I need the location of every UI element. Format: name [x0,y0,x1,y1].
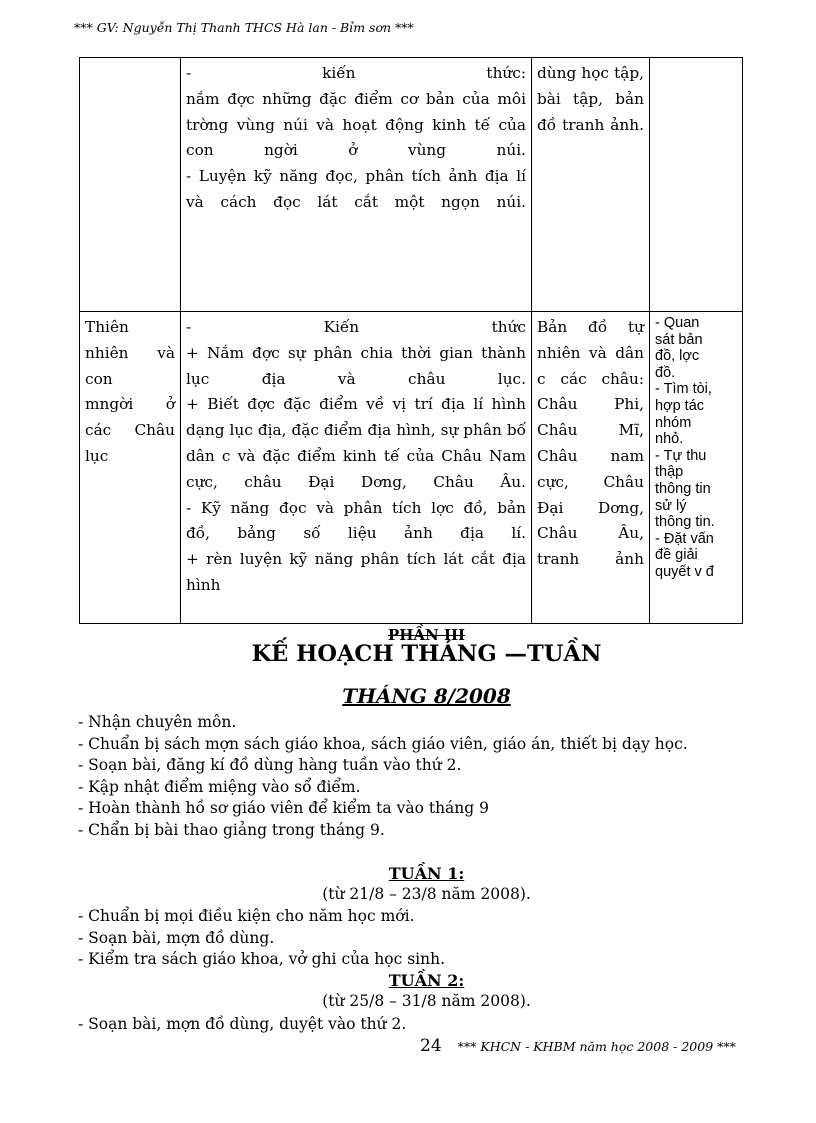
week2-date-range: (từ 25/8 – 31/8 năm 2008). [322,992,531,1010]
text-line: - Chuẩn bị sách mợn sách giáo khoa, sách giáo viên, giáo án, thiết bị dạy học. [78,734,688,753]
text-line: con ngời ở vùng núi. [186,141,526,160]
text-line: đồ tranh ảnh. [537,115,644,134]
text-line: - Kập nhật điểm miệng vào sổ điểm. [78,777,361,796]
text-line: dân c và đặc điểm kinh tế của Châu Nam [186,446,526,465]
text-line: đề giải [655,547,698,564]
week2-heading: TUẦN 2: [388,971,465,990]
text-line: đồ, lợc [655,348,700,365]
text-line: cực, châu Đại Dơng, Châu Âu. [186,472,526,491]
footer-note: *** KHCN - KHBM năm học 2008 - 2009 *** [457,1039,736,1054]
text-line: Châu Mĩ, [537,421,644,440]
table-row [80,58,743,312]
text-line: cực, Châu [537,472,644,491]
text-line: Châu Phi, [537,395,644,414]
text-line: - Chuẩn bị mọi điều kiện cho năm học mới. [78,907,415,925]
text-line: hợp tác [655,397,705,414]
text-line: và cách đọc lát cắt một ngọn núi. [186,192,526,211]
text-line: nắm đợc những đặc điểm cơ bản của môi [186,89,526,108]
page-footer [420,1036,736,1056]
text-line: - Soạn bài, mợn đồ dùng, duyệt vào thứ 2. [78,1015,407,1033]
text-line: sát bản [655,331,703,348]
text-line: thập [655,464,684,481]
page-title: KẾ HOẠCH THÁNG —TUẦN [251,641,602,667]
text-line: Châu nam [537,446,644,465]
text-line: thông tin [655,480,711,497]
part-heading: PHẦN III [387,626,466,644]
text-line: bài tập, bản [537,89,644,108]
text-line: - Kiến thức [186,318,526,336]
text-line: c các châu: [537,369,644,388]
text-line: nhiên và dân [537,343,644,362]
table-cell-methods [650,312,743,624]
text-line: - Kiểm tra sách giáo khoa, vở ghi của học sinh. [78,950,445,969]
text-line: Thiên [85,318,129,336]
text-line: - Luyện kỹ năng đọc, phân tích ảnh địa lí [186,167,526,186]
table-cell-topic [80,58,181,312]
text-line: - Chẩn bị bài thao giảng trong tháng 9. [78,820,385,839]
text-line: nhiên và [85,343,175,362]
text-line: tranh ảnh [537,550,644,569]
text-line: hình [186,575,221,594]
text-line: - Nhận chuyên môn. [78,713,237,731]
table-cell-content [181,312,532,624]
text-line: các Châu [85,421,175,440]
page-header: *** GV: Nguyễn Thị Thanh THCS Hà lan - Bỉm sơn *** [74,20,414,35]
month-task-list [78,712,688,842]
text-line: - Kỹ năng đọc và phân tích lợc đồ, bản [186,498,526,517]
text-line: - Soạn bài, đăng kí đồ dùng hàng tuần vào thứ 2. [78,756,462,775]
text-line: Bản đồ tự [537,318,644,336]
text-line: trờng vùng núi và hoạt động kinh tế của [186,115,526,134]
week1-date-range: (từ 21/8 – 23/8 năm 2008). [322,885,531,903]
text-line: sử lý [655,497,687,514]
table-cell-content [181,58,532,312]
text-line: đồ. [655,364,676,381]
text-line: dùng học tập, [537,64,644,82]
text-line: con [85,369,113,388]
text-line: - Quan [655,315,700,331]
text-line: + Biết đợc đặc điểm về vị trí địa lí hình [186,395,526,414]
table-cell-methods [650,58,743,312]
text-line: nhóm [655,414,692,431]
text-line: Châu Âu, [537,524,644,543]
table-row [80,312,743,624]
table-cell-topic [80,312,181,624]
plan-table [79,57,743,624]
text-line: - Tìm tòi, [655,381,712,398]
table-cell-materials [532,58,650,312]
text-line: - Hoàn thành hồ sơ giáo viên để kiểm ta vào tháng 9 [78,799,489,818]
text-line: + Nắm đợc sự phân chia thời gian thành [186,343,526,362]
week1-heading: TUẦN 1: [388,864,465,883]
text-line: - Soạn bài, mợn đồ dùng. [78,928,275,947]
text-line: + rèn luyện kỹ năng phân tích lát cắt địa [186,550,526,569]
text-line: lục [85,446,109,465]
text-line: Đại Dơng, [537,498,644,517]
text-line: thông tin. [655,514,715,531]
page-number: 24 [420,1036,442,1056]
text-line: nhỏ. [655,431,684,448]
text-line: - Đặt vấn [655,530,714,547]
table-cell-materials [532,312,650,624]
week1-task-list [78,906,445,971]
text-line: dạng lục địa, đặc điểm địa hình, sự phân bố [186,421,526,440]
text-line: lục địa và châu lục. [186,369,526,388]
text-line: - Tự thu [655,447,707,464]
text-line: - kiến thức: [186,64,526,82]
text-line: quyết v đ [655,563,714,580]
text-line: mngời ở [85,395,175,414]
week2-task-list [78,1014,406,1036]
month-heading: THÁNG 8/2008 [342,684,511,708]
text-line: đồ, bảng số liệu ảnh địa lí. [186,524,526,543]
